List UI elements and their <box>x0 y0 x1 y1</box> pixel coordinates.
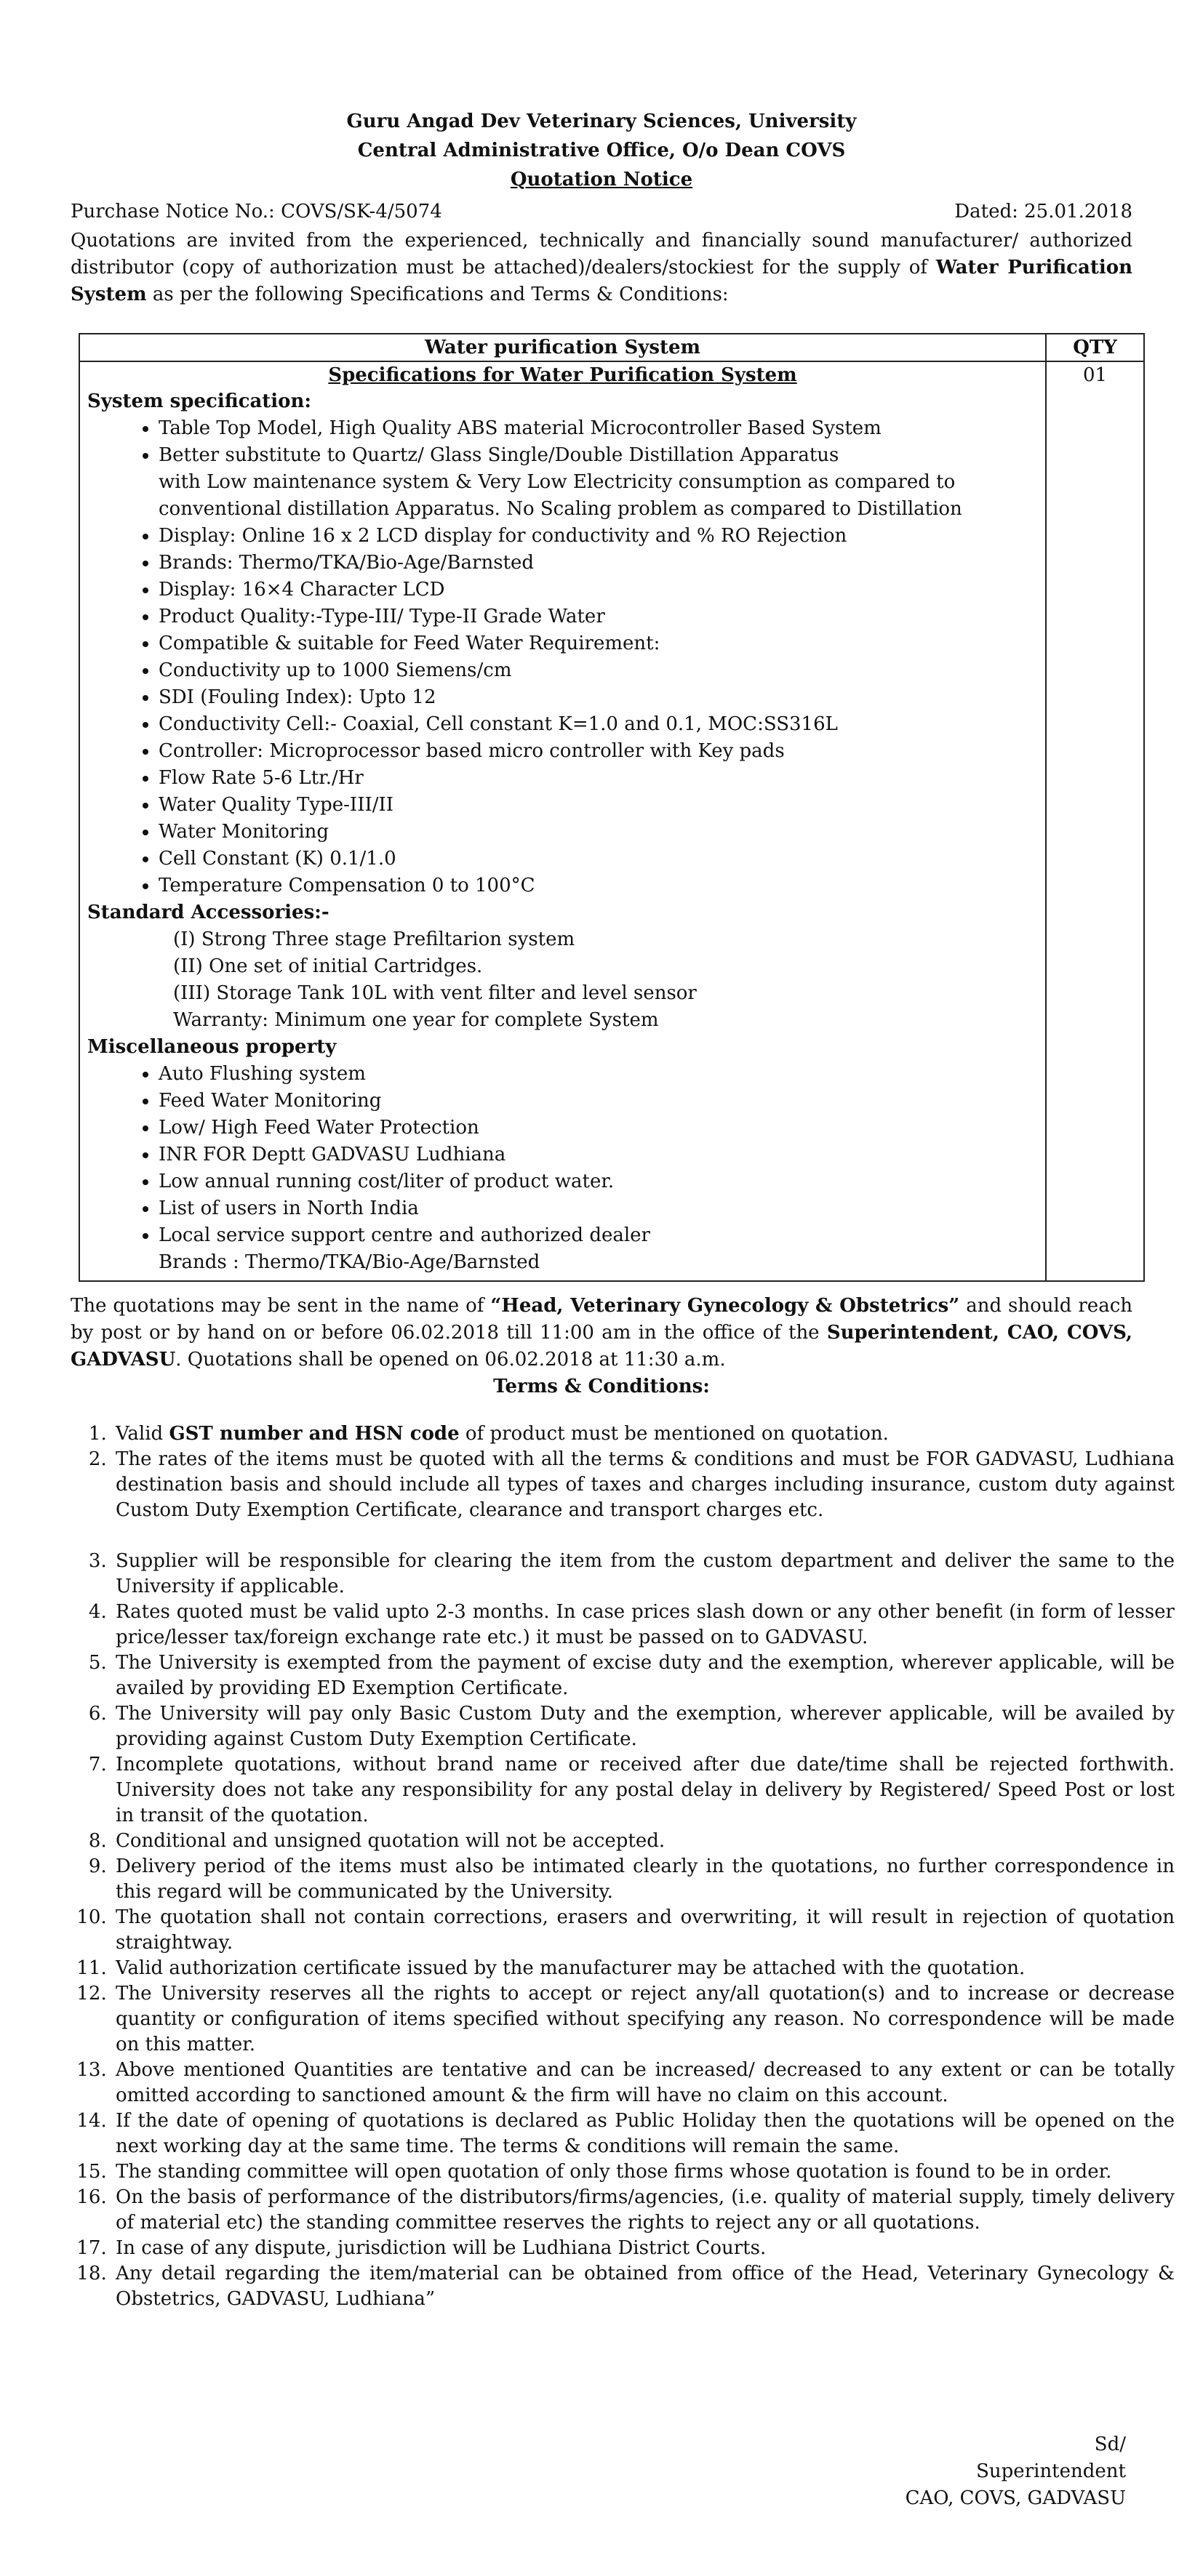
specification-table <box>79 333 1145 1282</box>
term-item: 3. Supplier will be responsible for clearing the item from the custom department and deliver the same to the University if applicable. <box>113 1549 1175 1600</box>
list-item: • Low annual running cost/liter of product water. <box>159 1168 1038 1195</box>
accessory-item: (III) Storage Tank 10L with vent filter and level sensor <box>173 982 697 1004</box>
list-item: • Cell Constant (K) 0.1/1.0 <box>159 846 1038 872</box>
submission-text-2: and should reach by post or by hand on or before 06.02.2018 till 11:00 am in the office of the <box>71 1295 1133 1344</box>
intro-text-2: as per the following Specifications and Terms & Conditions: <box>146 284 729 305</box>
list-item: • Local service support centre and authorized dealer <box>159 1222 1038 1249</box>
accessories-heading: Standard Accessories:- <box>87 902 329 923</box>
addressee-name: “Head, Veterinary Gynecology & Obstetrics” <box>490 1295 960 1317</box>
term-item: 11. Valid authorization certificate issued by the manufacturer may be attached with the quotation. <box>113 1956 1175 1981</box>
term-item: 18. Any detail regarding the item/material can be obtained from office of the Head, Veterinary Gynecology & Obstetrics, GADVASU, Ludhiana” <box>113 2261 1175 2312</box>
submission-paragraph <box>71 1293 1132 1373</box>
qty-column-header: QTY <box>1046 334 1144 361</box>
list-item: • Flow Rate 5-6 Ltr./Hr <box>159 765 1038 792</box>
purchase-notice-number: Purchase Notice No.: COVS/SK-4/5074 <box>71 201 442 222</box>
notice-date: Dated: 25.01.2018 <box>954 201 1132 222</box>
table-body-row <box>79 361 1144 1281</box>
term-item: 16. On the basis of performance of the distributors/firms/agencies, (i.e. quality of material supply, timely delivery of material etc) the standing committee reserves the rights to reject any or all quotations. <box>113 2185 1175 2236</box>
intro-item-name: Water Purification System <box>71 257 1132 305</box>
term-text: Valid <box>116 1423 169 1445</box>
term-item: 10. The quotation shall not contain corrections, erasers and overwriting, it will result in rejection of quotation straightway. <box>113 1905 1175 1956</box>
document-title: Quotation Notice <box>510 169 693 190</box>
list-item: • Low/ High Feed Water Protection <box>159 1115 1038 1141</box>
list-item: • Product Quality:-Type-III/ Type-II Grade Water <box>159 603 1038 630</box>
specification-subheading: Specifications for Water Purification System <box>328 364 797 386</box>
list-item: • SDI (Fouling Index): Upto 12 <box>159 684 1038 711</box>
list-item: • List of users in North India <box>159 1195 1038 1222</box>
term-item: 4. Rates quoted must be valid upto 2-3 months. In case prices slash down or any other benefit (in form of lesser price/lesser tax/foreign exchange rate etc.) it must be passed on to GADVASU. <box>113 1600 1175 1650</box>
submission-text-1: The quotations may be sent in the name of <box>71 1295 491 1317</box>
list-item: • Display: Online 16 x 2 LCD display for conductivity and % RO Rejection <box>159 523 1038 550</box>
list-item-continuation: conventional distillation Apparatus. No Scaling problem as compared to Distillation <box>159 498 962 520</box>
term-item: 15. The standing committee will open quotation of only those firms whose quotation is found to be in order. <box>113 2159 1175 2185</box>
list-item: • Conductivity up to 1000 Siemens/cm <box>159 657 1038 684</box>
term-text: of product must be mentioned on quotation. <box>459 1423 889 1445</box>
intro-paragraph <box>71 228 1132 308</box>
brands-line: Brands : Thermo/TKA/Bio-Age/Barnsted <box>159 1251 540 1273</box>
term-item: 7. Incomplete quotations, without brand name or received after due date/time shall be rejected forthwith. University does not take any responsibility for any postal delay in delivery by Registered/ Speed Post or lost in transit of the quotation. <box>113 1752 1175 1829</box>
accessory-item: (II) One set of initial Cartridges. <box>173 955 483 977</box>
term-item: 6. The University will pay only Basic Custom Duty and the exemption, wherever applicable, will be availed by providing against Custom Duty Exemption Certificate. <box>113 1701 1175 1752</box>
list-item-continuation: with Low maintenance system & Very Low Electricity consumption as compared to <box>159 471 956 493</box>
list-item: • Feed Water Monitoring <box>159 1088 1038 1115</box>
signature-block <box>906 2431 1126 2512</box>
list-item: • Compatible & suitable for Feed Water Requirement: <box>159 630 1038 657</box>
term-bold-text: GST number and HSN code <box>169 1423 460 1445</box>
list-item: • Conductivity Cell:- Coaxial, Cell constant K=1.0 and 0.1, MOC:SS316L <box>159 711 1038 738</box>
table-header-row <box>79 334 1144 361</box>
submission-text-3: . Quotations shall be opened on 06.02.2018 at 11:30 a.m. <box>175 1349 726 1371</box>
item-column-header: Water purification System <box>79 334 1046 361</box>
term-item: 13. Above mentioned Quantities are tentative and can be increased/ decreased to any extent or can be totally omitted according to sanctioned amount & the firm will have no claim on this account. <box>113 2058 1175 2108</box>
signatory-title: Superintendent <box>976 2460 1126 2482</box>
warranty-item: Warranty: Minimum one year for complete System <box>173 1009 659 1031</box>
misc-heading: Miscellaneous property <box>87 1036 337 1058</box>
specification-cell <box>79 361 1046 1281</box>
term-item: 9. Delivery period of the items must also be intimated clearly in the quotations, no further correspondence in this regard will be communicated by the University. <box>113 1854 1175 1905</box>
terms-heading: Terms & Conditions: <box>493 1376 710 1397</box>
intro-text-1: Quotations are invited from the experienced, technically and financially sound manufacturer/ authorized distributor (copy of authorization must be attached)/dealers/stockiest for the supply of <box>71 230 1132 278</box>
term-item: 2. The rates of the items must be quoted with all the terms & conditions and must be FOR GADVASU, Ludhiana destination basis and should include all types of taxes and charges including insurance, custom duty against Custom Duty Exemption Certificate, clearance and transport charges etc. <box>113 1447 1175 1523</box>
accessory-item: (I) Strong Three stage Prefiltarion system <box>173 928 575 950</box>
list-item: • Water Monitoring <box>159 819 1038 846</box>
system-spec-heading: System specification: <box>87 390 312 412</box>
signature-sd: Sd/ <box>1094 2433 1126 2455</box>
list-item: • Table Top Model, High Quality ABS material Microcontroller Based System <box>159 415 1038 442</box>
qty-value: 01 <box>1046 361 1144 1281</box>
list-item: • Temperature Compensation 0 to 100°C <box>159 872 1038 899</box>
term-item: 5. The University is exempted from the payment of excise duty and the exemption, wherever applicable, will be availed by providing ED Exemption Certificate. <box>113 1650 1175 1701</box>
terms-list <box>71 1421 1175 2312</box>
term-item <box>113 1421 1175 1447</box>
list-item <box>159 442 1038 523</box>
list-item: • Brands: Thermo/TKA/Bio-Age/Barnsted <box>159 550 1038 577</box>
list-item: • Controller: Microprocessor based micro controller with Key pads <box>159 738 1038 765</box>
list-item: • Display: 16×4 Character LCD <box>159 577 1038 603</box>
misc-list <box>87 1061 1038 1249</box>
list-item: • Auto Flushing system <box>159 1061 1038 1088</box>
list-item: • Water Quality Type-III/II <box>159 792 1038 819</box>
list-item-text: Better substitute to Quartz/ Glass Single/Double Distillation Apparatus <box>159 444 839 466</box>
term-item: 14. If the date of opening of quotations is declared as Public Holiday then the quotations will be opened on the next working day at the same time. The terms & conditions will remain the same. <box>113 2108 1175 2159</box>
office-address: Superintendent, CAO, COVS, GADVASU <box>71 1322 1132 1371</box>
university-name: Guru Angad Dev Veterinary Sciences, University <box>346 111 857 132</box>
term-item: 12. The University reserves all the rights to accept or reject any/all quotation(s) and to increase or decrease quantity or configuration of items specified without specifying any reason. No correspondence will be made on this matter. <box>113 1981 1175 2058</box>
term-item: 8. Conditional and unsigned quotation will not be accepted. <box>113 1829 1175 1854</box>
list-item: • INR FOR Deptt GADVASU Ludhiana <box>159 1141 1038 1168</box>
office-name: Central Administrative Office, O/o Dean COVS <box>357 140 846 161</box>
system-spec-list <box>87 415 1038 899</box>
term-item: 17. In case of any dispute, jurisdiction will be Ludhiana District Courts. <box>113 2236 1175 2261</box>
signatory-office: CAO, COVS, GADVASU <box>905 2487 1126 2509</box>
